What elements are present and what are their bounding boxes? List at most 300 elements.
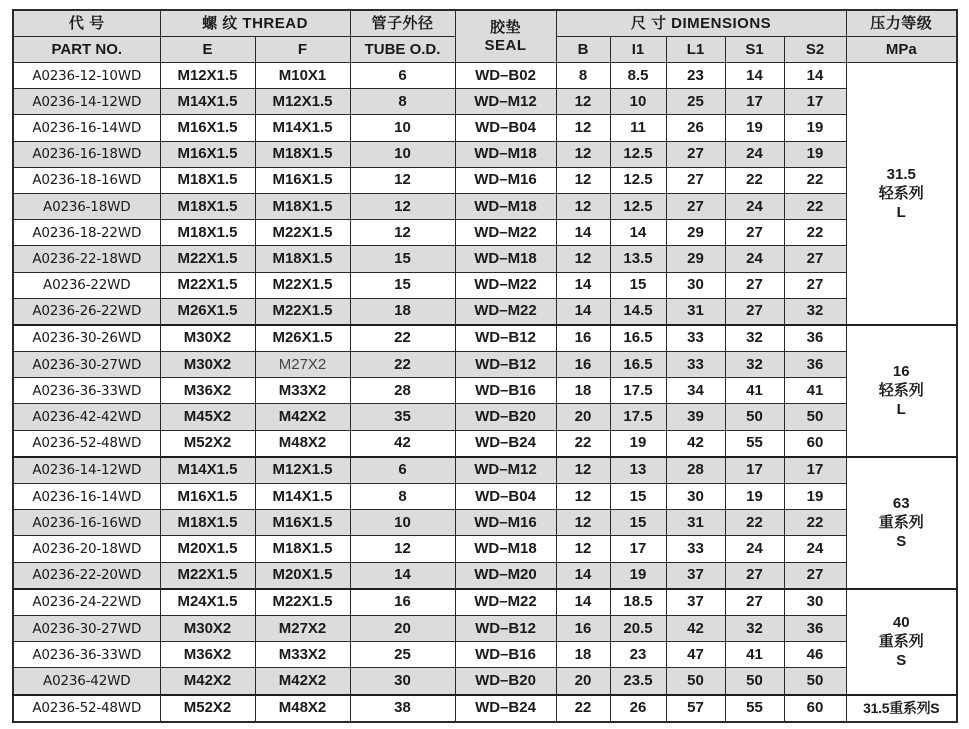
cell-thread-e: M45X2 xyxy=(160,404,255,430)
cell-dim-s2: 30 xyxy=(784,589,846,616)
cell-thread-e: M24X1.5 xyxy=(160,589,255,616)
cell-part-no: A0236-18-22WD xyxy=(13,220,160,246)
cell-dim-l1: 29 xyxy=(666,246,725,272)
table-row xyxy=(13,589,957,616)
cell-dim-s2: 27 xyxy=(784,562,846,589)
cell-seal: WD–B16 xyxy=(455,378,556,404)
cell-thread-f: M14X1.5 xyxy=(255,115,350,141)
cell-dim-i1: 11 xyxy=(610,115,666,141)
table-row xyxy=(13,430,957,457)
cell-tube-od: 18 xyxy=(350,298,455,325)
cell-seal: WD–M22 xyxy=(455,298,556,325)
cell-dim-s1: 19 xyxy=(725,115,784,141)
table-row xyxy=(13,457,957,484)
cell-dim-i1: 13.5 xyxy=(610,246,666,272)
cell-dim-b: 20 xyxy=(556,668,610,695)
cell-part-no: A0236-18WD xyxy=(13,193,160,219)
cell-thread-f: M27X2 xyxy=(255,352,350,378)
table-header xyxy=(13,10,957,63)
header-thread-f: F xyxy=(255,37,350,63)
cell-thread-e: M30X2 xyxy=(160,352,255,378)
header-tube-en: TUBE O.D. xyxy=(350,37,455,63)
table-row xyxy=(13,115,957,141)
table-row xyxy=(13,193,957,219)
cell-dim-i1: 10 xyxy=(610,89,666,115)
cell-thread-f: M18X1.5 xyxy=(255,141,350,167)
cell-seal: WD–M18 xyxy=(455,141,556,167)
table-row xyxy=(13,246,957,272)
cell-dim-s1: 27 xyxy=(725,562,784,589)
header-pressure-cn: 压力等级 xyxy=(846,10,957,37)
header-part-en: PART NO. xyxy=(13,37,160,63)
cell-dim-l1: 33 xyxy=(666,352,725,378)
cell-seal: WD–B24 xyxy=(455,695,556,722)
cell-dim-s2: 46 xyxy=(784,642,846,668)
cell-tube-od: 8 xyxy=(350,484,455,510)
cell-dim-i1: 13 xyxy=(610,457,666,484)
cell-tube-od: 8 xyxy=(350,89,455,115)
pressure-rating-line: 重系列 xyxy=(878,633,924,651)
cell-part-no: A0236-16-16WD xyxy=(13,510,160,536)
cell-dim-l1: 30 xyxy=(666,272,725,298)
cell-dim-s1: 17 xyxy=(725,89,784,115)
pressure-rating-line: L xyxy=(896,203,906,221)
table-row xyxy=(13,89,957,115)
cell-dim-i1: 17 xyxy=(610,536,666,562)
cell-thread-f: M16X1.5 xyxy=(255,167,350,193)
cell-dim-l1: 42 xyxy=(666,615,725,641)
cell-part-no: A0236-24-22WD xyxy=(13,589,160,616)
pressure-rating-line: 31.5重系列S xyxy=(863,699,940,716)
header-dim-l1: L1 xyxy=(666,37,725,63)
cell-dim-b: 12 xyxy=(556,484,610,510)
cell-pressure-rating xyxy=(846,589,957,695)
cell-tube-od: 22 xyxy=(350,325,455,352)
cell-part-no: A0236-22WD xyxy=(13,272,160,298)
cell-thread-f: M42X2 xyxy=(255,404,350,430)
table-row xyxy=(13,272,957,298)
cell-tube-od: 12 xyxy=(350,536,455,562)
header-thread-e: E xyxy=(160,37,255,63)
header-seal-cn: 胶垫 xyxy=(489,18,521,36)
cell-thread-f: M33X2 xyxy=(255,642,350,668)
table-row xyxy=(13,167,957,193)
cell-thread-f: M12X1.5 xyxy=(255,89,350,115)
cell-dim-i1: 23.5 xyxy=(610,668,666,695)
header-pressure-en: MPa xyxy=(846,37,957,63)
table-row xyxy=(13,378,957,404)
cell-tube-od: 20 xyxy=(350,615,455,641)
cell-dim-i1: 17.5 xyxy=(610,404,666,430)
cell-seal: WD–B24 xyxy=(455,430,556,457)
cell-thread-e: M52X2 xyxy=(160,695,255,722)
cell-seal: WD–B02 xyxy=(455,63,556,89)
cell-thread-e: M22X1.5 xyxy=(160,272,255,298)
cell-dim-s1: 22 xyxy=(725,510,784,536)
cell-dim-i1: 19 xyxy=(610,430,666,457)
cell-dim-s1: 27 xyxy=(725,220,784,246)
cell-seal: WD–B12 xyxy=(455,325,556,352)
cell-dim-l1: 47 xyxy=(666,642,725,668)
header-seal xyxy=(455,10,556,63)
cell-part-no: A0236-30-27WD xyxy=(13,615,160,641)
cell-dim-b: 12 xyxy=(556,167,610,193)
cell-part-no: A0236-26-22WD xyxy=(13,298,160,325)
cell-thread-f: M22X1.5 xyxy=(255,298,350,325)
cell-thread-e: M52X2 xyxy=(160,430,255,457)
cell-dim-s2: 17 xyxy=(784,89,846,115)
cell-dim-b: 14 xyxy=(556,562,610,589)
cell-part-no: A0236-36-33WD xyxy=(13,642,160,668)
cell-dim-b: 16 xyxy=(556,352,610,378)
cell-dim-i1: 23 xyxy=(610,642,666,668)
cell-thread-f: M42X2 xyxy=(255,668,350,695)
cell-dim-b: 14 xyxy=(556,220,610,246)
cell-dim-s1: 41 xyxy=(725,642,784,668)
cell-dim-s1: 19 xyxy=(725,484,784,510)
cell-dim-s2: 19 xyxy=(784,484,846,510)
cell-dim-b: 12 xyxy=(556,89,610,115)
cell-thread-e: M42X2 xyxy=(160,668,255,695)
cell-dim-i1: 26 xyxy=(610,695,666,722)
cell-dim-s1: 55 xyxy=(725,695,784,722)
cell-dim-s1: 27 xyxy=(725,298,784,325)
table-row xyxy=(13,642,957,668)
table-row xyxy=(13,484,957,510)
cell-dim-l1: 33 xyxy=(666,536,725,562)
cell-part-no: A0236-42WD xyxy=(13,668,160,695)
header-dim-s2: S2 xyxy=(784,37,846,63)
cell-thread-e: M16X1.5 xyxy=(160,484,255,510)
cell-tube-od: 30 xyxy=(350,668,455,695)
cell-seal: WD–M12 xyxy=(455,457,556,484)
header-part-cn: 代 号 xyxy=(13,10,160,37)
cell-dim-l1: 42 xyxy=(666,430,725,457)
cell-tube-od: 12 xyxy=(350,193,455,219)
cell-dim-s1: 17 xyxy=(725,457,784,484)
cell-seal: WD–B20 xyxy=(455,668,556,695)
cell-tube-od: 22 xyxy=(350,352,455,378)
cell-dim-s2: 22 xyxy=(784,220,846,246)
cell-thread-f: M18X1.5 xyxy=(255,193,350,219)
cell-dim-s2: 50 xyxy=(784,668,846,695)
cell-dim-i1: 16.5 xyxy=(610,325,666,352)
cell-dim-s2: 50 xyxy=(784,404,846,430)
cell-dim-l1: 37 xyxy=(666,562,725,589)
cell-tube-od: 10 xyxy=(350,115,455,141)
cell-part-no: A0236-14-12WD xyxy=(13,457,160,484)
cell-seal: WD–M18 xyxy=(455,536,556,562)
cell-thread-e: M30X2 xyxy=(160,615,255,641)
cell-dim-l1: 27 xyxy=(666,167,725,193)
cell-dim-s2: 60 xyxy=(784,430,846,457)
cell-dim-s2: 60 xyxy=(784,695,846,722)
cell-tube-od: 10 xyxy=(350,141,455,167)
header-dimensions: 尺 寸 DIMENSIONS xyxy=(556,10,846,37)
cell-dim-s1: 22 xyxy=(725,167,784,193)
header-thread: 螺 纹 THREAD xyxy=(160,10,350,37)
cell-part-no: A0236-18-16WD xyxy=(13,167,160,193)
cell-dim-s2: 36 xyxy=(784,615,846,641)
cell-thread-f: M22X1.5 xyxy=(255,272,350,298)
table-row xyxy=(13,404,957,430)
cell-part-no: A0236-52-48WD xyxy=(13,430,160,457)
cell-dim-l1: 27 xyxy=(666,141,725,167)
cell-tube-od: 15 xyxy=(350,272,455,298)
cell-dim-s2: 22 xyxy=(784,510,846,536)
cell-pressure-rating xyxy=(846,695,957,722)
cell-seal: WD–M20 xyxy=(455,562,556,589)
header-dim-i1: I1 xyxy=(610,37,666,63)
cell-tube-od: 14 xyxy=(350,562,455,589)
cell-thread-e: M36X2 xyxy=(160,642,255,668)
cell-seal: WD–B12 xyxy=(455,615,556,641)
table-row xyxy=(13,695,957,722)
cell-tube-od: 15 xyxy=(350,246,455,272)
cell-thread-e: M22X1.5 xyxy=(160,562,255,589)
cell-dim-l1: 34 xyxy=(666,378,725,404)
cell-dim-i1: 19 xyxy=(610,562,666,589)
cell-dim-l1: 39 xyxy=(666,404,725,430)
cell-seal: WD–M22 xyxy=(455,589,556,616)
cell-dim-i1: 18.5 xyxy=(610,589,666,616)
cell-part-no: A0236-36-33WD xyxy=(13,378,160,404)
cell-tube-od: 6 xyxy=(350,63,455,89)
cell-part-no: A0236-12-10WD xyxy=(13,63,160,89)
cell-dim-b: 8 xyxy=(556,63,610,89)
cell-dim-b: 14 xyxy=(556,272,610,298)
cell-part-no: A0236-42-42WD xyxy=(13,404,160,430)
pressure-rating-line: 重系列 xyxy=(878,514,924,532)
cell-seal: WD–M18 xyxy=(455,246,556,272)
cell-dim-s1: 24 xyxy=(725,536,784,562)
cell-part-no: A0236-52-48WD xyxy=(13,695,160,722)
cell-thread-e: M30X2 xyxy=(160,325,255,352)
cell-dim-l1: 57 xyxy=(666,695,725,722)
cell-dim-s2: 22 xyxy=(784,167,846,193)
cell-dim-b: 12 xyxy=(556,115,610,141)
cell-thread-f: M14X1.5 xyxy=(255,484,350,510)
cell-dim-s1: 32 xyxy=(725,325,784,352)
cell-thread-e: M16X1.5 xyxy=(160,141,255,167)
cell-tube-od: 12 xyxy=(350,167,455,193)
cell-dim-s2: 19 xyxy=(784,115,846,141)
cell-part-no: A0236-22-20WD xyxy=(13,562,160,589)
table-row xyxy=(13,298,957,325)
pressure-rating-line: 31.5 xyxy=(886,165,916,183)
cell-dim-s1: 24 xyxy=(725,141,784,167)
cell-tube-od: 10 xyxy=(350,510,455,536)
cell-thread-f: M48X2 xyxy=(255,430,350,457)
cell-dim-i1: 12.5 xyxy=(610,141,666,167)
pressure-rating-line: S xyxy=(896,652,907,670)
cell-thread-f: M33X2 xyxy=(255,378,350,404)
cell-dim-i1: 12.5 xyxy=(610,193,666,219)
cell-thread-e: M18X1.5 xyxy=(160,510,255,536)
header-dim-s1: S1 xyxy=(725,37,784,63)
cell-dim-s1: 24 xyxy=(725,193,784,219)
cell-dim-s1: 50 xyxy=(725,668,784,695)
cell-dim-i1: 17.5 xyxy=(610,378,666,404)
cell-part-no: A0236-30-26WD xyxy=(13,325,160,352)
pressure-rating-line: 16 xyxy=(892,363,910,381)
table-row xyxy=(13,325,957,352)
cell-dim-i1: 20.5 xyxy=(610,615,666,641)
cell-seal: WD–B16 xyxy=(455,642,556,668)
cell-dim-b: 12 xyxy=(556,510,610,536)
table-row xyxy=(13,510,957,536)
cell-dim-l1: 31 xyxy=(666,298,725,325)
pressure-rating-line: L xyxy=(896,401,906,419)
spec-table xyxy=(12,9,958,723)
cell-dim-b: 18 xyxy=(556,642,610,668)
cell-dim-l1: 29 xyxy=(666,220,725,246)
table-row xyxy=(13,536,957,562)
cell-part-no: A0236-20-18WD xyxy=(13,536,160,562)
cell-thread-e: M16X1.5 xyxy=(160,115,255,141)
cell-dim-s2: 24 xyxy=(784,536,846,562)
cell-seal: WD–M16 xyxy=(455,167,556,193)
cell-part-no: A0236-16-14WD xyxy=(13,115,160,141)
cell-thread-f: M22X1.5 xyxy=(255,220,350,246)
cell-dim-b: 14 xyxy=(556,589,610,616)
cell-thread-f: M10X1 xyxy=(255,63,350,89)
cell-thread-e: M18X1.5 xyxy=(160,220,255,246)
cell-dim-b: 18 xyxy=(556,378,610,404)
cell-dim-s1: 27 xyxy=(725,589,784,616)
cell-dim-l1: 30 xyxy=(666,484,725,510)
cell-dim-b: 20 xyxy=(556,404,610,430)
cell-dim-l1: 26 xyxy=(666,115,725,141)
cell-dim-s2: 41 xyxy=(784,378,846,404)
cell-tube-od: 35 xyxy=(350,404,455,430)
cell-pressure-rating xyxy=(846,63,957,325)
cell-seal: WD–B20 xyxy=(455,404,556,430)
cell-dim-i1: 15 xyxy=(610,510,666,536)
cell-dim-i1: 15 xyxy=(610,272,666,298)
table-row xyxy=(13,352,957,378)
cell-thread-f: M16X1.5 xyxy=(255,510,350,536)
table-row xyxy=(13,220,957,246)
cell-dim-i1: 8.5 xyxy=(610,63,666,89)
pressure-rating-line: 40 xyxy=(892,614,910,632)
cell-dim-i1: 14.5 xyxy=(610,298,666,325)
cell-part-no: A0236-16-18WD xyxy=(13,141,160,167)
cell-dim-s2: 17 xyxy=(784,457,846,484)
cell-dim-b: 12 xyxy=(556,246,610,272)
cell-dim-b: 16 xyxy=(556,615,610,641)
cell-pressure-rating xyxy=(846,457,957,589)
cell-dim-s2: 36 xyxy=(784,352,846,378)
cell-dim-i1: 15 xyxy=(610,484,666,510)
cell-pressure-rating xyxy=(846,325,957,457)
cell-dim-l1: 50 xyxy=(666,668,725,695)
header-seal-en: SEAL xyxy=(484,36,527,54)
cell-dim-i1: 14 xyxy=(610,220,666,246)
cell-dim-s1: 32 xyxy=(725,352,784,378)
cell-thread-f: M27X2 xyxy=(255,615,350,641)
cell-dim-b: 22 xyxy=(556,430,610,457)
cell-dim-s2: 14 xyxy=(784,63,846,89)
cell-seal: WD–B04 xyxy=(455,484,556,510)
table-row xyxy=(13,63,957,89)
table-body xyxy=(13,63,957,722)
cell-dim-s1: 55 xyxy=(725,430,784,457)
cell-part-no: A0236-14-12WD xyxy=(13,89,160,115)
cell-thread-e: M26X1.5 xyxy=(160,298,255,325)
cell-tube-od: 25 xyxy=(350,642,455,668)
pressure-rating-line: 轻系列 xyxy=(878,184,924,202)
cell-tube-od: 38 xyxy=(350,695,455,722)
header-tube-cn: 管子外径 xyxy=(350,10,455,37)
cell-dim-s2: 19 xyxy=(784,141,846,167)
cell-dim-s1: 27 xyxy=(725,272,784,298)
cell-dim-b: 12 xyxy=(556,141,610,167)
table-row xyxy=(13,615,957,641)
cell-dim-s2: 22 xyxy=(784,193,846,219)
cell-seal: WD–M12 xyxy=(455,89,556,115)
cell-dim-s1: 32 xyxy=(725,615,784,641)
cell-thread-e: M22X1.5 xyxy=(160,246,255,272)
table-row xyxy=(13,668,957,695)
cell-thread-f: M20X1.5 xyxy=(255,562,350,589)
cell-seal: WD–M22 xyxy=(455,220,556,246)
pressure-rating-line: 轻系列 xyxy=(878,382,924,400)
cell-thread-f: M22X1.5 xyxy=(255,589,350,616)
pressure-rating-line: S xyxy=(896,533,907,551)
cell-dim-s1: 50 xyxy=(725,404,784,430)
cell-dim-l1: 37 xyxy=(666,589,725,616)
cell-thread-e: M14X1.5 xyxy=(160,457,255,484)
cell-dim-l1: 25 xyxy=(666,89,725,115)
cell-tube-od: 28 xyxy=(350,378,455,404)
cell-seal: WD–M18 xyxy=(455,193,556,219)
cell-dim-l1: 33 xyxy=(666,325,725,352)
cell-dim-l1: 28 xyxy=(666,457,725,484)
cell-part-no: A0236-30-27WD xyxy=(13,352,160,378)
header-dim-b: B xyxy=(556,37,610,63)
cell-dim-b: 22 xyxy=(556,695,610,722)
cell-tube-od: 6 xyxy=(350,457,455,484)
cell-dim-b: 16 xyxy=(556,325,610,352)
table-row xyxy=(13,141,957,167)
cell-thread-e: M14X1.5 xyxy=(160,89,255,115)
cell-dim-b: 12 xyxy=(556,193,610,219)
cell-part-no: A0236-16-14WD xyxy=(13,484,160,510)
table-row xyxy=(13,562,957,589)
cell-seal: WD–B12 xyxy=(455,352,556,378)
cell-dim-s2: 32 xyxy=(784,298,846,325)
cell-thread-e: M18X1.5 xyxy=(160,193,255,219)
cell-tube-od: 16 xyxy=(350,589,455,616)
cell-dim-l1: 31 xyxy=(666,510,725,536)
cell-seal: WD–B04 xyxy=(455,115,556,141)
cell-dim-l1: 27 xyxy=(666,193,725,219)
cell-thread-e: M18X1.5 xyxy=(160,167,255,193)
cell-dim-i1: 12.5 xyxy=(610,167,666,193)
pressure-rating-line: 63 xyxy=(892,495,910,513)
cell-seal: WD–M22 xyxy=(455,272,556,298)
cell-dim-s2: 36 xyxy=(784,325,846,352)
cell-thread-f: M48X2 xyxy=(255,695,350,722)
cell-thread-e: M20X1.5 xyxy=(160,536,255,562)
cell-thread-f: M26X1.5 xyxy=(255,325,350,352)
cell-part-no: A0236-22-18WD xyxy=(13,246,160,272)
cell-dim-i1: 16.5 xyxy=(610,352,666,378)
cell-dim-b: 12 xyxy=(556,457,610,484)
cell-thread-e: M12X1.5 xyxy=(160,63,255,89)
cell-tube-od: 12 xyxy=(350,220,455,246)
